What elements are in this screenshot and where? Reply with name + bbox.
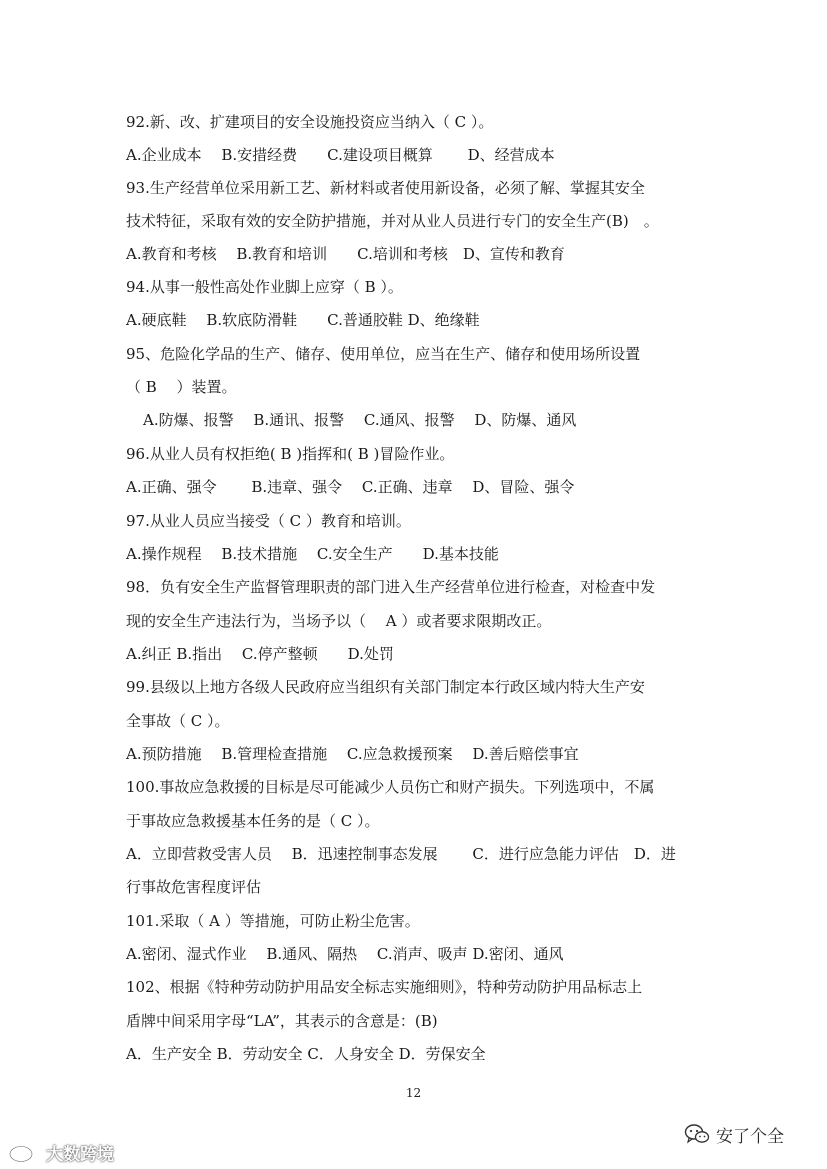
wechat-logo-icon (684, 1123, 710, 1145)
options-97: A.操作规程 B.技术措施 C.安全生产 D.基本技能 (126, 545, 499, 563)
options-94: A.硬底鞋 B.软底防滑鞋 C.普通胶鞋 D、绝缘鞋 (126, 311, 480, 329)
options-95: A.防爆、报警 B.通讯、报警 C.通风、报警 D、防爆、通风 (143, 411, 577, 429)
question-101: 101.采取（ A ）等措施，可防止粉尘危害。 (126, 912, 420, 930)
question-93-line-2: 技术特征，采取有效的安全防护措施，并对从业人员进行专门的安全生产(B) 。 (126, 212, 659, 230)
question-100-line-2: 于事故应急救援基本任务的是（ C ）。 (126, 812, 380, 830)
question-95-line-1: 95、危险化学品的生产、储存、使用单位，应当在生产、储存和使用场所设置 (126, 345, 641, 363)
watermark-left (8, 1140, 114, 1164)
watermark-left-text: 大数跨境 (46, 1144, 114, 1165)
question-99-line-1: 99.县级以上地方各级人民政府应当组织有关部门制定本行政区域内特大生产安 (126, 678, 645, 696)
question-102-line-1: 102、根据《特种劳动防护用品安全标志实施细则》，特种劳动防护用品标志上 (126, 978, 643, 996)
question-94: 94.从事一般性高处作业脚上应穿（ B ）。 (126, 278, 403, 296)
question-95-line-2: （ B ）装置。 (126, 378, 237, 396)
question-98-line-1: 98．负有安全生产监督管理职责的部门进入生产经营单位进行检查，对检查中发 (126, 578, 656, 596)
weibo-logo-icon (8, 1141, 42, 1163)
watermark-right (684, 1121, 784, 1147)
question-96: 96.从业人员有权拒绝( B )指挥和( B )冒险作业。 (126, 445, 455, 463)
question-92: 92.新、改、扩建项目的安全设施投资应当纳入（ C ）。 (126, 113, 494, 131)
options-92: A.企业成本 B.安措经费 C.建设项目概算 D、经营成本 (126, 146, 555, 164)
options-96: A.正确、强令 B.违章、强令 C.正确、违章 D、冒险、强令 (126, 478, 575, 496)
options-100-line-1: A．立即营救受害人员 B．迅速控制事态发展 C．进行应急能力评估 D．进 (126, 845, 676, 863)
options-101: A.密闭、湿式作业 B.通风、隔热 C.消声、吸声 D.密闭、通风 (126, 945, 564, 963)
options-102: A．生产安全 B．劳动安全 C．人身安全 D．劳保安全 (126, 1045, 486, 1063)
question-93-line-1: 93.生产经营单位采用新工艺、新材料或者使用新设备，必须了解、掌握其安全 (126, 179, 645, 197)
options-98: A.纠正 B.指出 C.停产整顿 D.处罚 (126, 645, 394, 663)
question-100-line-1: 100.事故应急救援的目标是尽可能减少人员伤亡和财产损失。下列选项中，不属 (126, 778, 655, 796)
question-99-line-2: 全事故（ C ）。 (126, 712, 230, 730)
question-102-line-2: 盾牌中间采用字母“LA”，其表示的含意是：(B) (126, 1012, 438, 1030)
watermark-right-text: 安了个全 (716, 1126, 784, 1147)
page-number: 12 (405, 1086, 422, 1100)
question-98-line-2: 现的安全生产违法行为，当场予以（ A ）或者要求限期改正。 (126, 612, 552, 630)
question-97: 97.从业人员应当接受（ C ）教育和培训。 (126, 512, 411, 530)
options-100-line-2: 行事故危害程度评估 (126, 878, 262, 896)
options-99: A.预防措施 B.管理检查措施 C.应急救援预案 D.善后赔偿事宜 (126, 745, 579, 763)
options-93: A.教育和考核 B.教育和培训 C.培训和考核 D、宣传和教育 (126, 245, 565, 263)
